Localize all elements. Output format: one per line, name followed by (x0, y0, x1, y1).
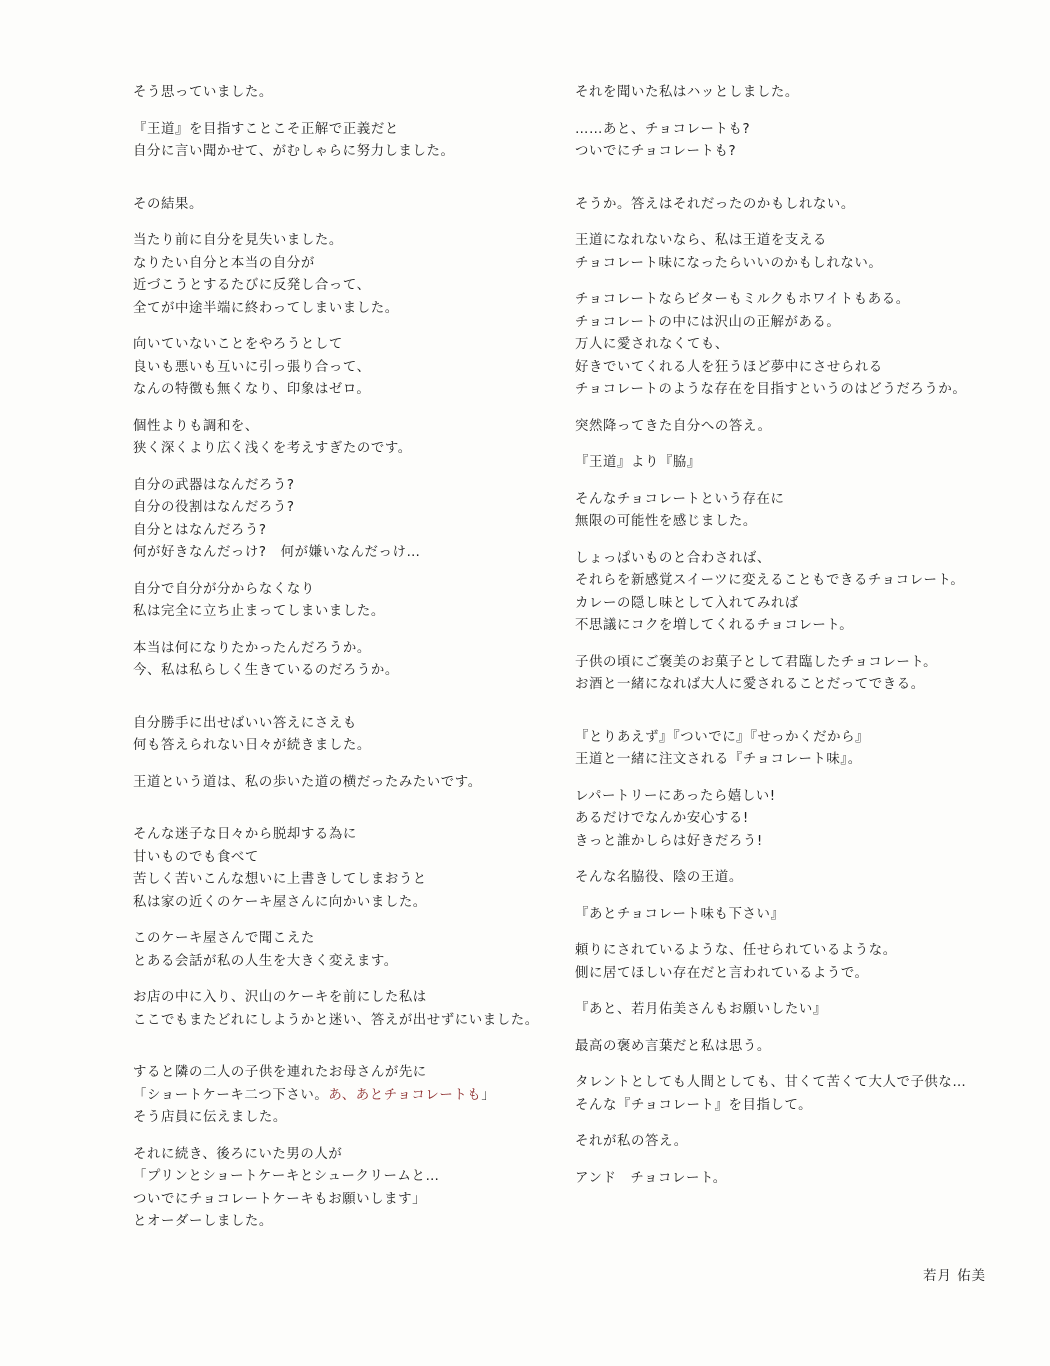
paragraph (133, 416, 565, 461)
paragraph (575, 489, 995, 534)
paragraph (575, 416, 995, 439)
text-line: 当たり前に自分を見失いました。 (133, 233, 343, 248)
text-line: 苦しく苦いこんな想いに上書きしてしまおうと (133, 872, 427, 887)
text-line: ついでにチョコレートケーキもお願いします」 (133, 1191, 427, 1207)
text-line: アンド チョコレート。 (575, 1170, 727, 1186)
text-line: 良いも悪いも互いに引っ張り合って、 (133, 359, 371, 375)
text-line: チョコレートの中には沢山の正解がある。 (575, 314, 841, 330)
text-line: 王道と一緒に注文される『チョコレート味』。 (575, 752, 862, 767)
quote-text: 」 (481, 1087, 496, 1103)
text-line: 自分で自分が分からなくなり (133, 581, 315, 597)
text-line: 自分とはなんだろう? (133, 522, 267, 538)
text-line: あるだけでなんか安心する! (575, 811, 749, 826)
paragraph (575, 452, 995, 475)
text-line: 「プリンとショートケーキとシュークリームと… (133, 1169, 440, 1184)
paragraph (575, 999, 995, 1022)
paragraph (133, 334, 565, 402)
paragraph (133, 638, 565, 683)
paragraph (133, 1144, 565, 1234)
text-line: 今、私は私らしく生きているのだろうか。 (133, 663, 399, 678)
text-line: なんの特徴も無くなり、印象はゼロ。 (133, 382, 371, 397)
text-line: 自分の役割はなんだろう? (133, 500, 295, 515)
text-line: きっと誰かしらは好きだろう! (575, 833, 763, 849)
text-line: その結果。 (133, 196, 203, 212)
paragraph (575, 119, 995, 164)
paragraph (575, 940, 995, 985)
text-line: 無限の可能性を感じました。 (575, 514, 757, 529)
paragraph (575, 289, 995, 402)
text-line: カレーの隠し味として入れてみれば (575, 595, 799, 611)
paragraph (575, 1168, 995, 1191)
paragraph (575, 652, 995, 697)
text-line: そう思っていました。 (133, 85, 273, 100)
paragraph (133, 119, 565, 164)
paragraph (575, 786, 995, 854)
text-line: 近づこうとするたびに反発し合って、 (133, 278, 371, 293)
left-column (133, 82, 565, 1234)
text-line: 自分の武器はなんだろう? (133, 477, 295, 493)
text-line: 私は完全に立ち止まってしまいました。 (133, 604, 385, 619)
paragraph (133, 230, 565, 320)
text-line: 側に居てほしい存在だと言われているようで。 (575, 965, 869, 981)
paragraph (133, 772, 565, 795)
text-line: しょっぱいものと合わされば、 (575, 550, 771, 566)
text-line: そうか。答えはそれだったのかもしれない。 (575, 196, 855, 212)
text-line: ……あと、チョコレートも? (575, 121, 751, 137)
text-line: とある会話が私の人生を大きく変えます。 (133, 953, 398, 969)
author-signature: 若月 佑美 (923, 1269, 986, 1284)
text-line: 狭く深くより広く浅くを考えすぎたのです。 (133, 441, 412, 456)
paragraph (133, 713, 565, 758)
paragraph (133, 824, 565, 914)
text-line: 最高の褒め言葉だと私は思う。 (575, 1038, 771, 1054)
text-line: それらを新感覚スイーツに変えることもできるチョコレート。 (575, 573, 965, 588)
text-line: 万人に愛されなくても、 (575, 337, 729, 352)
text-line: 『とりあえず』『ついでに』『せっかくだから』 (575, 729, 870, 745)
paragraph (133, 928, 565, 973)
paragraph (575, 1036, 995, 1059)
text-line: 突然降ってきた自分への答え。 (575, 418, 772, 434)
text-line: 王道になれないなら、私は王道を支える (575, 233, 827, 248)
paragraph (133, 1062, 565, 1130)
right-column (575, 82, 995, 1190)
paragraph (133, 579, 565, 624)
paragraph (575, 82, 995, 105)
text-line: そんな『チョコレート』を目指して。 (575, 1097, 813, 1113)
text-line: 『王道』を目指すことこそ正解で正義だと (133, 121, 399, 137)
text-line: 本当は何になりたかったんだろうか。 (133, 640, 371, 656)
text-line: 自分勝手に出せばいい答えにさえも (133, 715, 357, 731)
paragraph (575, 548, 995, 638)
text-line: お酒と一緒になれば大人に愛されることだってできる。 (575, 677, 925, 692)
text-line: そんな名脇役、陰の王道。 (575, 870, 743, 885)
text-line: 好きでいてくれる人を狂うほど夢中にさせられる (575, 359, 883, 375)
paragraph (575, 904, 995, 927)
text-line: それに続き、後ろにいた男の人が (133, 1146, 343, 1162)
text-line: そんなチョコレートという存在に (575, 491, 785, 507)
paragraph (133, 82, 565, 105)
text-line: レパートリーにあったら嬉しい! (575, 788, 776, 804)
text-line: このケーキ屋さんで聞こえた (133, 931, 315, 946)
text-line: 『王道』より『脇』 (575, 455, 701, 470)
text-line: すると隣の二人の子供を連れたお母さんが先に (133, 1065, 427, 1080)
text-line: 甘いものでも食べて (133, 849, 259, 865)
paragraph (575, 1072, 995, 1117)
text-line: 不思議にコクを増してくれるチョコレート。 (575, 618, 854, 633)
paragraph (575, 867, 995, 890)
text-line: 自分に言い聞かせて、がむしゃらに努力しました。 (133, 144, 455, 159)
text-line: なりたい自分と本当の自分が (133, 255, 315, 271)
text-line: チョコレートならビターもミルクもホワイトもある。 (575, 292, 910, 307)
text-line: そう店員に伝えました。 (133, 1110, 287, 1125)
text-line: 個性よりも調和を、 (133, 418, 259, 434)
text-line: それを聞いた私はハッとしました。 (575, 85, 799, 100)
text-line: 『あとチョコレート味も下さい』 (575, 906, 785, 922)
text-line: それが私の答え。 (575, 1134, 688, 1149)
text-line: 何も答えられない日々が続きました。 (133, 738, 371, 753)
quote-text: 「ショートケーキ二つ下さい。 (133, 1087, 329, 1103)
text-line: そんな迷子な日々から脱却する為に (133, 827, 357, 842)
text-line: とオーダーしました。 (133, 1214, 273, 1229)
text-line: 頼りにされているような、任せられているような。 (575, 943, 897, 958)
paragraph (575, 194, 995, 217)
paragraph (575, 1131, 995, 1154)
text-line: 私は家の近くのケーキ屋さんに向かいました。 (133, 894, 427, 910)
text-line: チョコレートのような存在を目指すというのはどうだろうか。 (575, 382, 967, 397)
text-line: 子供の頃にご褒美のお菓子として君臨したチョコレート。 (575, 654, 938, 670)
text-line: ついでにチョコレートも? (575, 144, 737, 159)
text-line: 何が好きなんだっけ? 何が嫌いなんだっけ… (133, 545, 421, 560)
text-line: 王道という道は、私の歩いた道の横だったみたいです。 (133, 774, 482, 790)
paragraph (575, 727, 995, 772)
text-line: チョコレート味になったらいいのかもしれない。 (575, 255, 883, 271)
text-line: 全てが中途半端に終わってしまいました。 (133, 300, 399, 316)
text-line (133, 1085, 565, 1108)
text-line: 『あと、若月佑美さんもお願いしたい』 (575, 1002, 827, 1017)
text-line: ここでもまたどれにしようかと迷い、答えが出せずにいました。 (133, 1012, 539, 1028)
text-line: タレントとしても人間としても、甘くて苦くて大人で子供な… (575, 1075, 967, 1090)
highlighted-text: あ、あとチョコレートも (328, 1087, 482, 1103)
paragraph (133, 194, 565, 217)
text-line: 向いていないことをやろうとして (133, 337, 343, 352)
text-line: お店の中に入り、沢山のケーキを前にした私は (133, 990, 427, 1005)
paragraph (133, 987, 565, 1032)
paragraph (133, 475, 565, 565)
paragraph (575, 230, 995, 275)
